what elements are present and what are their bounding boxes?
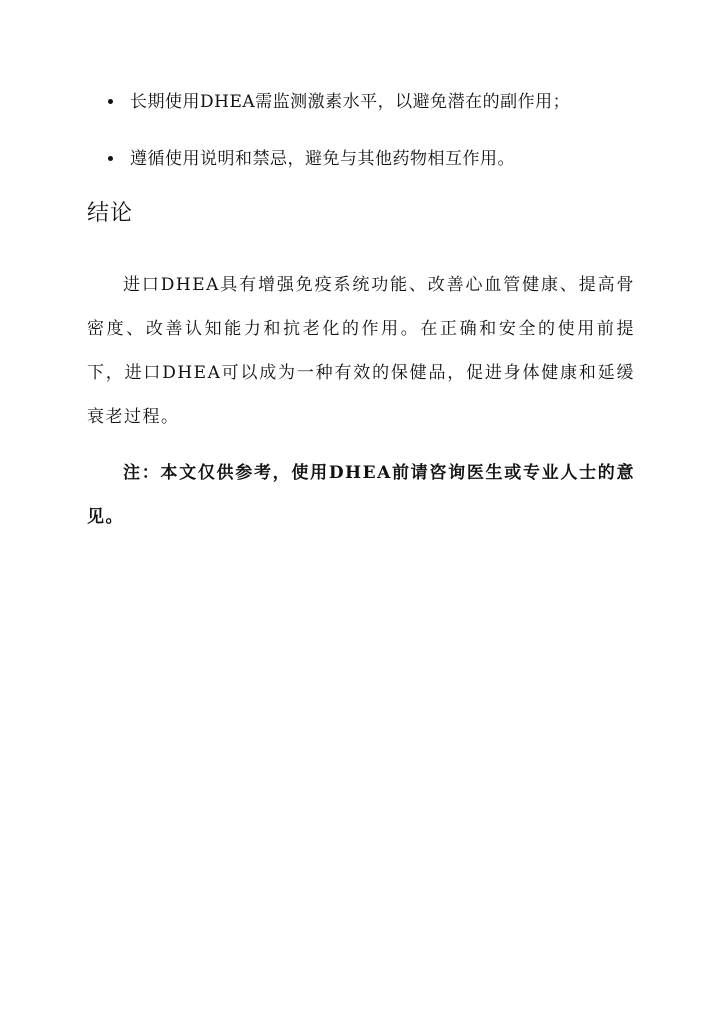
list-item bbox=[108, 85, 648, 142]
list-item-text: 长期使用DHEA需监测激素水平，以避免潜在的副作用； bbox=[130, 92, 571, 112]
list-item-text: 遵循使用说明和禁忌，避免与其他药物相互作用。 bbox=[130, 149, 515, 169]
conclusion-paragraph: 进口DHEA具有增强免疫系统功能、改善心血管健康、提高骨密度、改善认知能力和抗老化的作用。在正确和安全的使用前提下，进口DHEA可以成为一种有效的保健品，促进身体健康和延缓衰老过程。 bbox=[87, 275, 635, 427]
precautions-list bbox=[108, 85, 648, 199]
section-heading: 结论 bbox=[87, 201, 134, 226]
bullet-icon bbox=[108, 99, 113, 104]
list-item bbox=[108, 142, 648, 199]
bullet-icon bbox=[108, 156, 113, 161]
disclaimer-note: 注：本文仅供参考，使用DHEA前请咨询医生或专业人士的意见。 bbox=[87, 463, 635, 527]
